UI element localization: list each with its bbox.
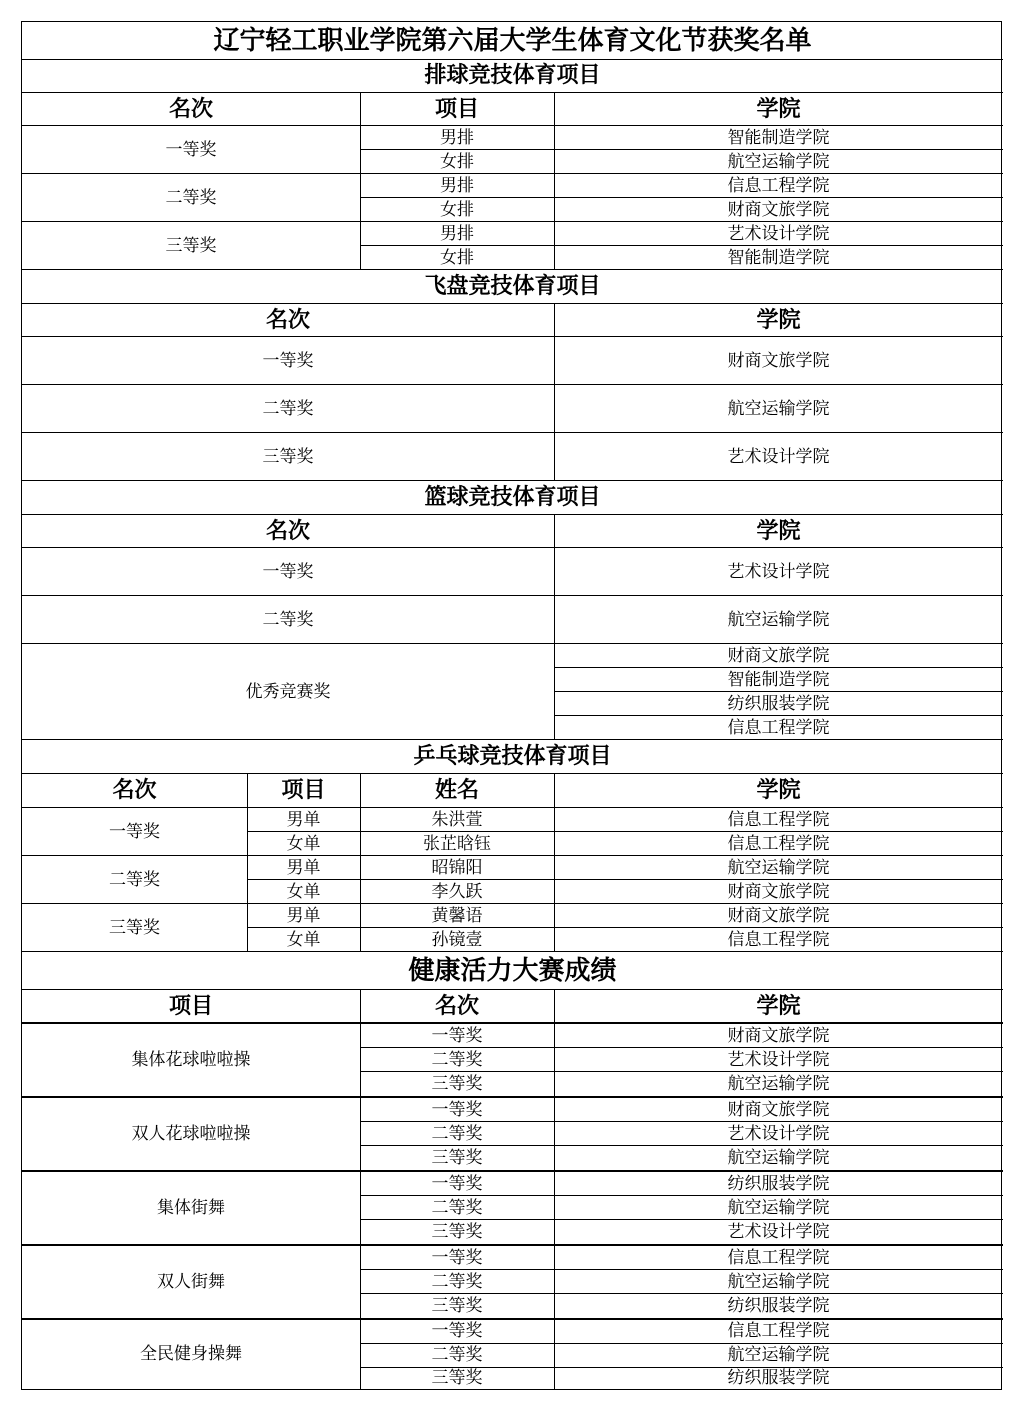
basketball-college: 航空运输学院 [727,609,830,630]
pingpong-player-name: 朱洪萱 [431,809,483,830]
basketball-excellence-college: 财商文旅学院 [727,645,830,666]
frisbee-header-rank: 名次 [265,307,310,333]
volleyball-header-college: 学院 [756,96,801,122]
health-header-item: 项目 [168,993,213,1019]
health-rank: 一等奖 [431,1321,483,1341]
rule [360,989,361,1389]
health-event: 全民健身操舞 [140,1344,242,1364]
pingpong-player-name: 李久跃 [431,881,483,902]
basketball-section-title: 篮球竞技体育项目 [424,484,601,510]
volleyball-section-title: 排球竞技体育项目 [424,62,601,88]
rule [554,303,555,481]
health-college: 纺织服装学院 [727,1295,830,1316]
health-college: 航空运输学院 [727,1073,830,1094]
health-rank: 二等奖 [431,1049,483,1070]
rule [247,773,248,952]
document-title: 辽宁轻工职业学院第六届大学生体育文化节获奖名单 [213,25,812,56]
frisbee-section-title: 飞盘竞技体育项目 [424,273,601,299]
rule [554,989,555,1389]
health-rank: 二等奖 [431,1271,483,1292]
pingpong-header-name: 姓名 [434,777,479,803]
basketball-college: 艺术设计学院 [727,561,830,582]
health-rank: 三等奖 [431,1221,483,1242]
health-college: 财商文旅学院 [727,1099,830,1120]
health-rank: 三等奖 [431,1368,483,1388]
volleyball-header-item: 项目 [434,96,479,122]
health-event: 集体街舞 [157,1197,225,1218]
pingpong-item: 男单 [286,857,321,878]
health-rank: 一等奖 [431,1099,483,1120]
award-list-sheet [21,21,1002,1390]
rule [360,197,1003,198]
volleyball-item: 女排 [440,247,474,268]
health-college: 航空运输学院 [727,1197,830,1218]
pingpong-college: 航空运输学院 [727,857,830,878]
rule [554,514,555,740]
health-event: 双人花球啦啦操 [131,1123,251,1144]
health-rank: 二等奖 [431,1123,483,1144]
frisbee-rank: 二等奖 [262,398,314,419]
basketball-rank: 二等奖 [262,609,314,630]
volleyball-item: 男排 [440,127,474,148]
health-college: 信息工程学院 [727,1247,830,1268]
basketball-excellence-college: 智能制造学院 [727,669,830,690]
basketball-excellence-rank: 优秀竞赛奖 [245,681,331,702]
rule [360,773,361,952]
health-rank: 三等奖 [431,1295,483,1316]
volleyball-rank: 三等奖 [165,235,217,256]
frisbee-college: 财商文旅学院 [727,350,830,371]
pingpong-college: 财商文旅学院 [727,881,830,902]
volleyball-rank: 一等奖 [165,139,217,160]
basketball-rank: 一等奖 [262,561,314,582]
pingpong-section-title: 乒乓球竞技体育项目 [413,743,612,769]
health-event: 集体花球啦啦操 [131,1049,251,1070]
pingpong-player-name: 张芷晗钰 [423,833,491,854]
volleyball-item: 女排 [440,199,474,220]
health-header-college: 学院 [756,993,801,1019]
frisbee-rank: 一等奖 [262,350,314,371]
pingpong-college: 财商文旅学院 [727,905,830,926]
health-college: 财商文旅学院 [727,1025,830,1046]
pingpong-item: 女单 [286,929,321,950]
frisbee-rank: 三等奖 [262,446,314,467]
health-header-rank: 名次 [434,993,479,1019]
frisbee-college: 航空运输学院 [727,398,830,419]
volleyball-rank: 二等奖 [165,187,217,208]
basketball-header-rank: 名次 [265,518,310,544]
pingpong-college: 信息工程学院 [727,809,830,830]
health-college: 纺织服装学院 [727,1368,830,1388]
pingpong-rank: 一等奖 [109,821,160,842]
rule [554,773,555,952]
pingpong-rank: 二等奖 [109,869,160,890]
pingpong-item: 男单 [286,809,321,830]
volleyball-college: 航空运输学院 [727,151,830,172]
pingpong-item: 女单 [286,881,321,902]
pingpong-college: 信息工程学院 [727,833,830,854]
rule [360,92,361,270]
health-college: 航空运输学院 [727,1271,830,1292]
basketball-excellence-college: 纺织服装学院 [727,693,830,714]
rule [554,92,555,270]
volleyball-college: 智能制造学院 [727,127,830,148]
pingpong-item: 男单 [286,905,321,926]
pingpong-player-name: 昭锦阳 [431,857,483,878]
health-rank: 三等奖 [431,1073,483,1094]
volleyball-college: 财商文旅学院 [727,199,830,220]
health-rank: 一等奖 [431,1173,483,1194]
basketball-header-college: 学院 [756,518,801,544]
health-college: 纺织服装学院 [727,1173,830,1194]
pingpong-header-rank: 名次 [112,777,157,803]
volleyball-college: 信息工程学院 [727,175,830,196]
health-rank: 一等奖 [431,1025,483,1046]
pingpong-header-item: 项目 [281,777,326,803]
frisbee-college: 艺术设计学院 [727,446,830,467]
health-college: 航空运输学院 [727,1147,830,1168]
health-rank: 二等奖 [431,1197,483,1218]
pingpong-header-college: 学院 [756,777,801,803]
health-college: 艺术设计学院 [727,1123,830,1144]
pingpong-item: 女单 [286,833,321,854]
pingpong-rank: 三等奖 [109,917,160,938]
pingpong-college: 信息工程学院 [727,929,830,950]
pingpong-player-name: 孙镜壹 [431,929,483,950]
volleyball-college: 智能制造学院 [727,247,830,268]
health-college: 艺术设计学院 [727,1221,830,1242]
frisbee-header-college: 学院 [756,307,801,333]
volleyball-item: 女排 [440,151,474,172]
volleyball-item: 男排 [440,175,474,196]
health-rank: 三等奖 [431,1147,483,1168]
health-college: 航空运输学院 [727,1345,830,1365]
volleyball-header-rank: 名次 [168,96,213,122]
basketball-excellence-college: 信息工程学院 [727,717,830,738]
health-rank: 一等奖 [431,1247,483,1268]
health-college: 艺术设计学院 [727,1049,830,1070]
health-rank: 二等奖 [431,1345,483,1365]
volleyball-item: 男排 [440,223,474,244]
health-section-title: 健康活力大赛成绩 [408,955,617,986]
rule [360,149,1003,150]
health-college: 信息工程学院 [727,1321,830,1341]
rule [360,245,1003,246]
health-event: 双人街舞 [157,1271,225,1292]
pingpong-player-name: 黄馨语 [431,905,483,926]
volleyball-college: 艺术设计学院 [727,223,830,244]
